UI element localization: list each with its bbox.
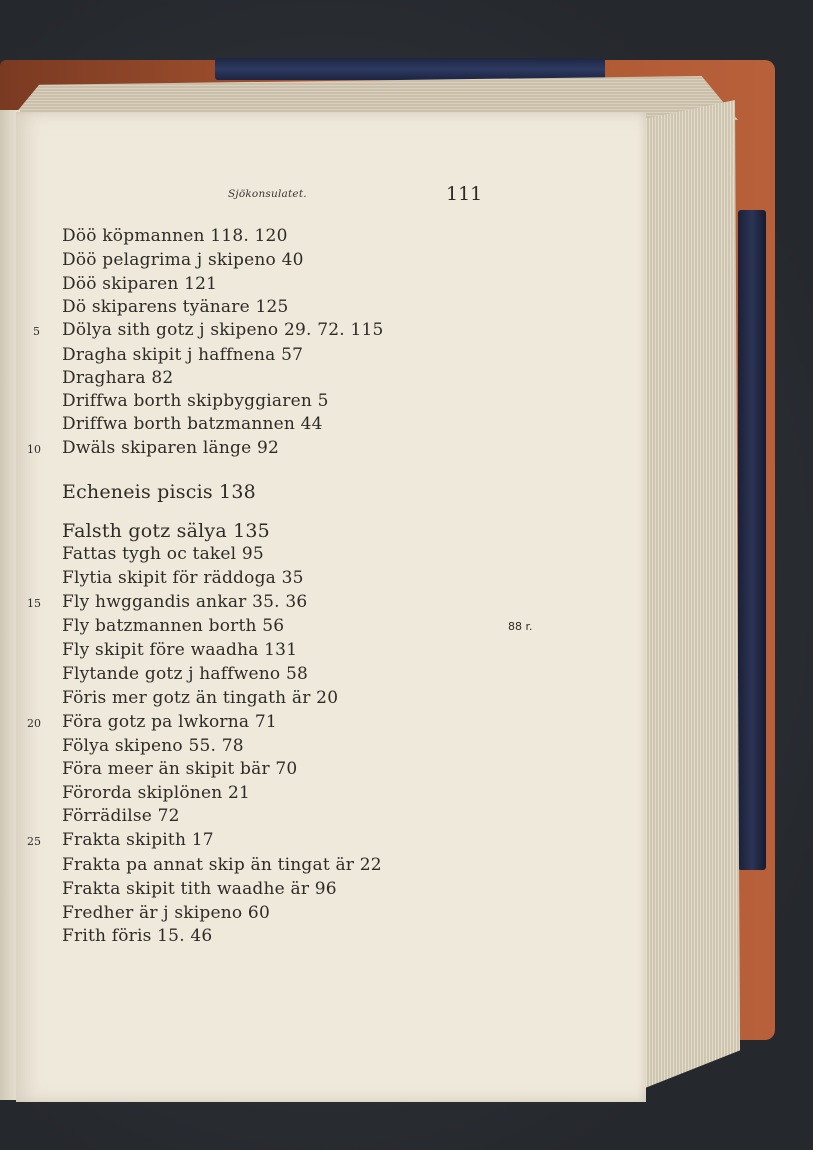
page-number: 111 (446, 183, 483, 205)
index-entry: Föris mer gotz än tingath är 20 (62, 688, 339, 708)
index-entry: Driffwa borth batzmannen 44 (62, 414, 323, 434)
index-entry: Frakta skipith 17 (62, 830, 214, 850)
index-entry: Dwäls skiparen länge 92 (62, 438, 280, 458)
index-entry: Frith föris 15. 46 (62, 926, 213, 946)
index-entry: Draghara 82 (62, 368, 174, 388)
line-number: 5 (33, 325, 40, 338)
line-number: 25 (27, 835, 41, 848)
page-block-fore-edge (640, 100, 740, 1090)
index-entry: Döö pelagrima j skipeno 40 (62, 250, 304, 270)
index-entry: Flytia skipit för räddoga 35 (62, 568, 304, 588)
index-entry: Föra meer än skipit bär 70 (62, 759, 298, 779)
index-entry: Echeneis piscis 138 (62, 481, 256, 503)
line-number: 10 (27, 443, 41, 456)
index-entry: Driffwa borth skipbyggiaren 5 (62, 391, 329, 411)
index-entry: Dölya sith gotz j skipeno 29. 72. 115 (62, 320, 384, 340)
index-entry: Föra gotz pa lwkorna 71 (62, 712, 277, 732)
cover-binding-strip (215, 58, 605, 80)
index-entry: Fly hwggandis ankar 35. 36 (62, 592, 308, 612)
index-entry: Förrädilse 72 (62, 806, 180, 826)
index-entry: Dragha skipit j haffnena 57 (62, 345, 304, 365)
line-number: 20 (27, 717, 41, 730)
index-entry: Förorda skiplönen 21 (62, 783, 251, 803)
cover-spine-edge (738, 210, 766, 870)
running-head: Sjökonsulatet. (228, 188, 307, 200)
margin-note: 88 r. (508, 620, 533, 633)
index-entry: Frakta skipit tith waadhe är 96 (62, 879, 337, 899)
index-entry: Fly batzmannen borth 56 (62, 616, 285, 636)
line-number: 15 (27, 597, 41, 610)
index-entry: Fattas tygh oc takel 95 (62, 544, 264, 564)
index-entry: Fredher är j skipeno 60 (62, 903, 270, 923)
index-entry: Döö köpmannen 118. 120 (62, 226, 288, 246)
index-entry: Döö skiparen 121 (62, 274, 218, 294)
index-entry: Fölya skipeno 55. 78 (62, 736, 244, 756)
index-entry: Falsth gotz sälya 135 (62, 520, 270, 542)
index-entry: Frakta pa annat skip än tingat är 22 (62, 855, 382, 875)
index-entry: Dö skiparens tyänare 125 (62, 297, 289, 317)
index-entry: Flytande gotz j haffweno 58 (62, 664, 308, 684)
index-entry: Fly skipit före waadha 131 (62, 640, 298, 660)
